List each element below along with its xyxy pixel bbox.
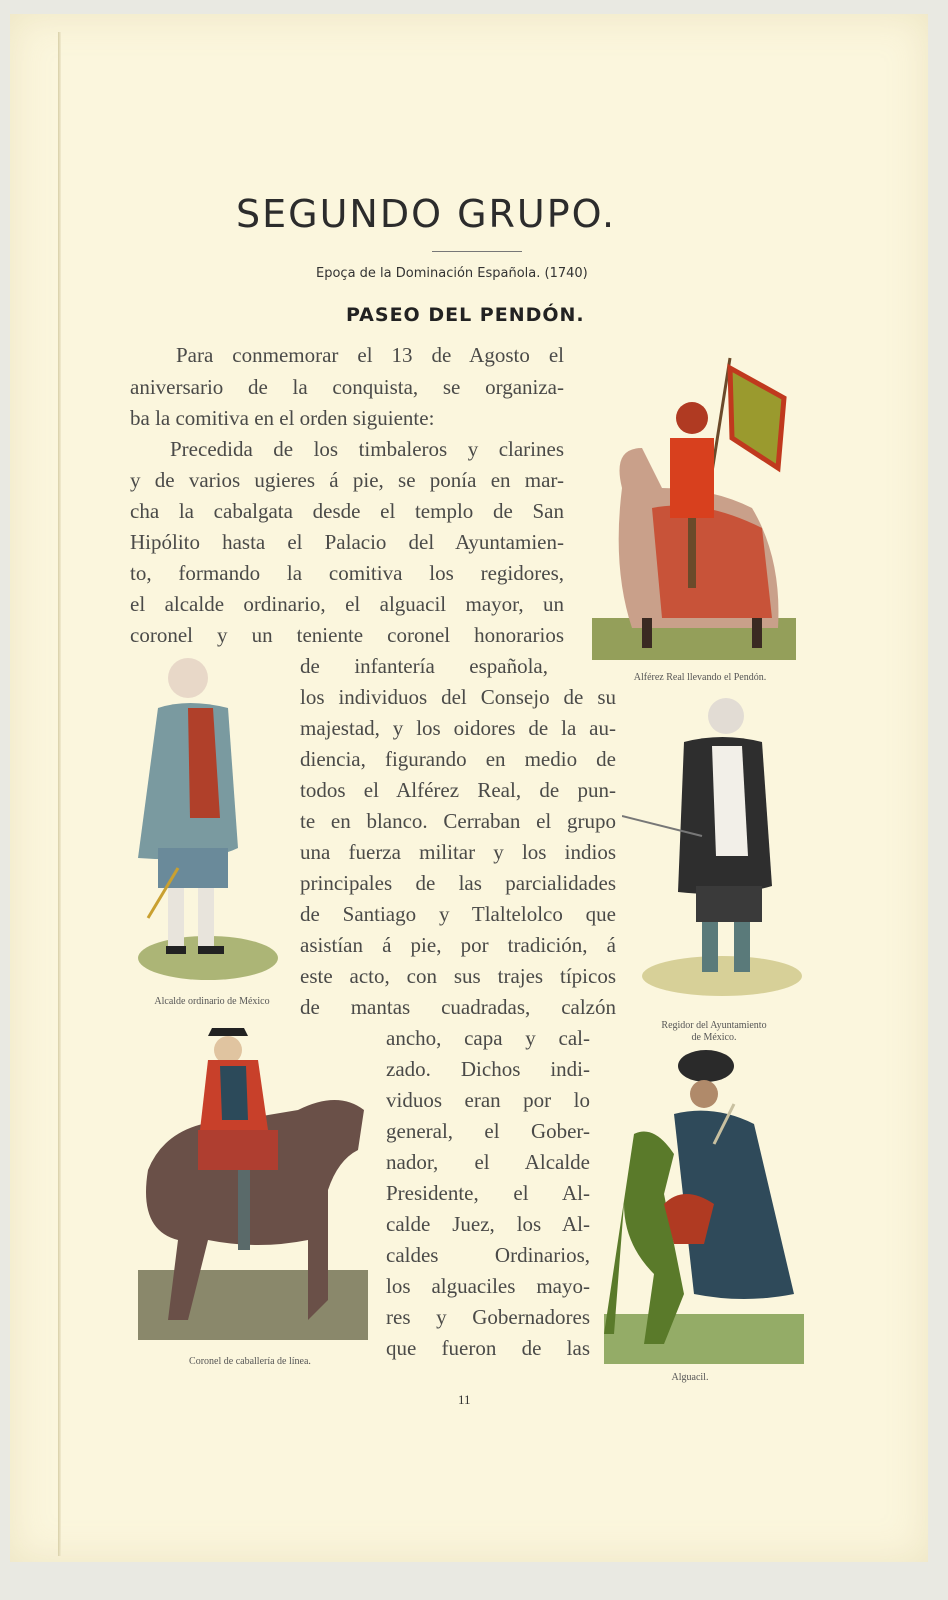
body-line: que fueron de las [386,1336,590,1360]
alcalde-illustration [128,648,288,988]
body-line: de Santiago y Tlaltelolco que [300,902,616,926]
body-line: cha la cabalgata desde el templo de San [130,499,564,523]
title-rule [432,251,522,252]
body-line: Presidente, el Al- [386,1181,590,1205]
body-line: de infantería española, [300,654,548,678]
body-line: asistían á pie, por tradición, á [300,933,616,957]
coronel-caption: Coronel de caballería de línea. [189,1356,311,1367]
body-line: zado. Dichos indi- [386,1057,590,1081]
body-line: Para conmemorar el 13 de Agosto el [176,343,564,367]
regidor-illustration [622,686,802,1006]
body-line: el alcalde ordinario, el alguacil mayor, un [130,592,564,616]
alferez-illustration [582,338,804,668]
section-heading: PASEO DEL PENDÓN. [346,304,585,326]
body-line: coronel y un teniente coronel honorarios [130,623,564,647]
body-line: principales de las parcialidades [300,871,616,895]
body-line: aniversario de la conquista, se organiza- [130,375,564,399]
body-line: nador, el Alcalde [386,1150,590,1174]
body-line: ba la comitiva en el orden siguiente: [130,406,435,430]
page-subtitle: Epoça de la Dominación Española. (1740) [316,266,588,281]
alcalde-caption: Alcalde ordinario de México [154,996,270,1007]
alguacil-caption: Alguacil. [671,1372,709,1383]
body-line: caldes Ordinarios, [386,1243,590,1267]
body-line: de mantas cuadradas, calzón [300,995,616,1019]
body-line: todos el Alférez Real, de pun- [300,778,616,802]
body-line: ancho, capa y cal- [386,1026,590,1050]
body-line: diencia, figurando en medio de [300,747,616,771]
body-line: los alguaciles mayo- [386,1274,590,1298]
regidor-caption-line2: de México. [691,1032,737,1043]
body-line: to, formando la comitiva los regidores, [130,561,564,585]
body-line: calde Juez, los Al- [386,1212,590,1236]
body-line: Hipólito hasta el Palacio del Ayuntamien- [130,530,564,554]
body-line: viduos eran por lo [386,1088,590,1112]
page-number: 11 [458,1392,471,1407]
body-line: una fuerza militar y los indios [300,840,616,864]
alguacil-illustration [604,1044,804,1368]
coronel-illustration [128,1020,378,1350]
body-line: este acto, con sus trajes típicos [300,964,616,988]
body-line: general, el Gober- [386,1119,590,1143]
body-line: Precedida de los timbaleros y clarines [170,437,564,461]
regidor-caption-line1: Regidor del Ayuntamiento [661,1020,767,1031]
body-line: res y Gobernadores [386,1305,590,1329]
body-line: los individuos del Consejo de su [300,685,616,709]
body-line: te en blanco. Cerraban el grupo [300,809,616,833]
body-line: majestad, y los oidores de la au- [300,716,616,740]
alferez-caption: Alférez Real llevando el Pendón. [633,672,767,683]
body-line: y de varios ugieres á pie, se ponía en mar- [130,468,564,492]
page-title: SEGUNDO GRUPO. [236,192,617,236]
page-gutter [58,32,61,1556]
